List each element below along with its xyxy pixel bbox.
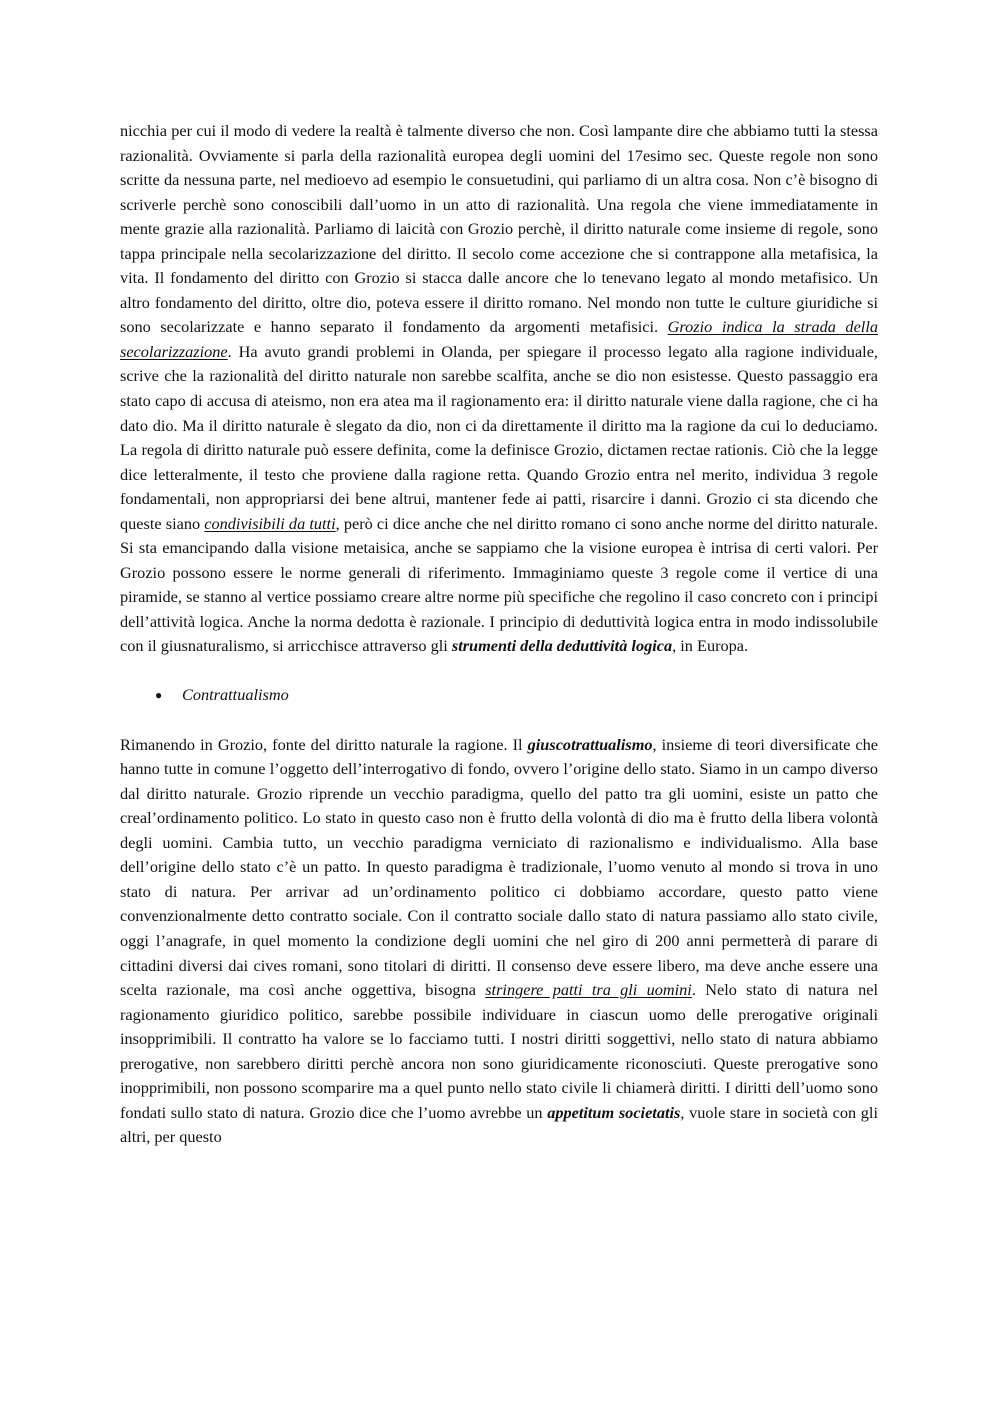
document-page	[120, 119, 878, 1150]
emphasis-underlined: stringere patti tra gli uomini	[485, 980, 692, 1000]
emphasis-bold-italic: strumenti della deduttività logica	[451, 636, 673, 656]
bullet-item-contrattualismo	[120, 683, 878, 708]
emphasis-bold-italic: giuscotrattualismo	[527, 734, 653, 754]
emphasis-underlined: condivisibili da tutti	[204, 513, 336, 533]
paragraph-text: , insieme di teori diversificate che hanno tutte in comune l’oggetto dell’interrogativo di fondo, ovvero l’origine dello stato. Siamo in un campo diverso dal diritto naturale. Grozio riprende un vecchio paradigma, quello del patto tra gli uomini, esiste un patto che creal’ordinamento politico. Lo stato in questo caso non è frutto della volontà di dio ma è frutto della libera volontà degli uomini. Cambia tutto, un vecchio paradigma verniciato di razionalismo e individualismo. Alla base dell’origine dello stato c’è un patto. In questo paradigma è tradizionale, l’uomo venuto al mondo si trova in uno stato di natura. Per arrivar ad un’ordinamento politico ci dobbiamo accordare, questo patto viene convenzionalmente detto contratto sociale. Con il contratto sociale dallo stato di natura passiamo allo stato civile, oggi l’anagrafe, in quel momento la condizione degli uomini che nel giro di 200 anni permetterà di parare di cittadini diversi dai cives romani, sono titolari di diritti. Il consenso deve essere libero, ma deve anche essere una scelta razionale, ma così anche oggettiva, bisogna	[120, 734, 878, 1000]
bullet-icon: ●	[155, 688, 163, 703]
paragraph-text: . Ha avuto grandi problemi in Olanda, per spiegare il processo legato alla ragione individuale, scrive che la razionalità del diritto naturale non sarebbe scalfita, anche se dio non esistesse. Questo passaggio era stato capo di accusa di ateismo, non era atea ma il ragionamento era: il diritto naturale viene dalla ragione, che ci ha dato dio. Ma il diritto naturale è slegato da dio, non ci da direttamente il diritto ma la ragione da cui lo deduciamo. La regola di diritto naturale può essere definita, come la definisce Grozio, dictamen rectae rationis. Ciò che la legge dice letteralmente, il testo che proviene dalla ragione retta. Quando Grozio entra nel merito, individua 3 regole fondamentali, non appropriarsi dei bene altrui, mantener fede ai patti, risarcire i danni. Grozio ci sta dicendo che queste siano	[120, 341, 878, 533]
paragraph-text: , vuole stare in società con gli altri, per questo	[120, 1102, 878, 1147]
paragraph-text: Rimanendo in Grozio, fonte del diritto naturale la ragione. Il	[120, 734, 528, 754]
paragraph-text: nicchia per cui il modo di vedere la realtà è talmente diverso che non. Così lampante dire che abbiamo tutti la stessa razionalità. Ovviamente si parla della razionalità europea degli uomini del 17esimo sec. Queste regole non sono scritte da nessuna parte, nel medioevo ad esempio le consuetudini, qui parliamo di un altra cosa. Non c’è bisogno di scriverle perchè sono conoscibili dall’uomo in un atto di razionalità. Una regola che viene immediatamente in mente grazie alla razionalità. Parliamo di laicità con Grozio perchè, il diritto naturale come insieme di regole, sono tappa principale nella secolarizzazione del diritto. Il secolo come accezione che si contrappone alla metafisica, la vita. Il fondamento del diritto con Grozio si stacca dalle ancore che lo tenevano legato al mondo metafisico. Un altro fondamento del diritto, oltre dio, poteva essere il diritto romano. Nel mondo non tutte le culture giuridiche si sono secolarizzate e hanno separato il fondamento da argomenti metafisici.	[120, 121, 878, 337]
paragraph-text: . Nelo stato di natura nel ragionamento giuridico politico, sarebbe possibile individuare in ciascun uomo delle prerogative originali insopprimibili. Il contratto ha valore se lo facciamo tutti. I nostri diritti soggettivi, nello stato di natura abbiamo prerogative, non sarebbero diritti perchè ancora non sono giuridicamente riconosciuti. Queste prerogative sono inopprimibili, non possono scomparire ma a quel punto nello stato civile li chiamerà diritti. I diritti dell’uomo sono fondati sullo stato di natura. Grozio dice che l’uomo avrebbe un	[120, 980, 879, 1122]
paragraph-contrattualismo	[120, 733, 878, 1150]
paragraph-text: , in Europa.	[672, 636, 749, 656]
paragraph-text: , però ci dice anche che nel diritto romano ci sono anche norme del diritto naturale. Si sta emancipando dalla visione metaisica, anche se sappiamo che la visione europea è intrisa di certi valori. Per Grozio possono essere le norme generali di riferimento. Immaginiamo queste 3 regole come il vertice di una piramide, se stanno al vertice possiamo creare altre norme più specifiche che regolino il caso concreto con i principi dell’attività logica. Anche la norma dedotta è razionale. I principio di deduttività logica entra in modo indissolubile con il giusnaturalismo, si arricchisce attraverso gli	[120, 513, 879, 656]
bullet-label: Contrattualismo	[182, 685, 289, 705]
paragraph-grozio-secolarizzazione	[120, 119, 878, 659]
emphasis-bold-italic: appetitum societatis	[547, 1102, 681, 1122]
emphasis-underlined: Grozio indica la strada della secolarizzazione	[120, 317, 878, 361]
